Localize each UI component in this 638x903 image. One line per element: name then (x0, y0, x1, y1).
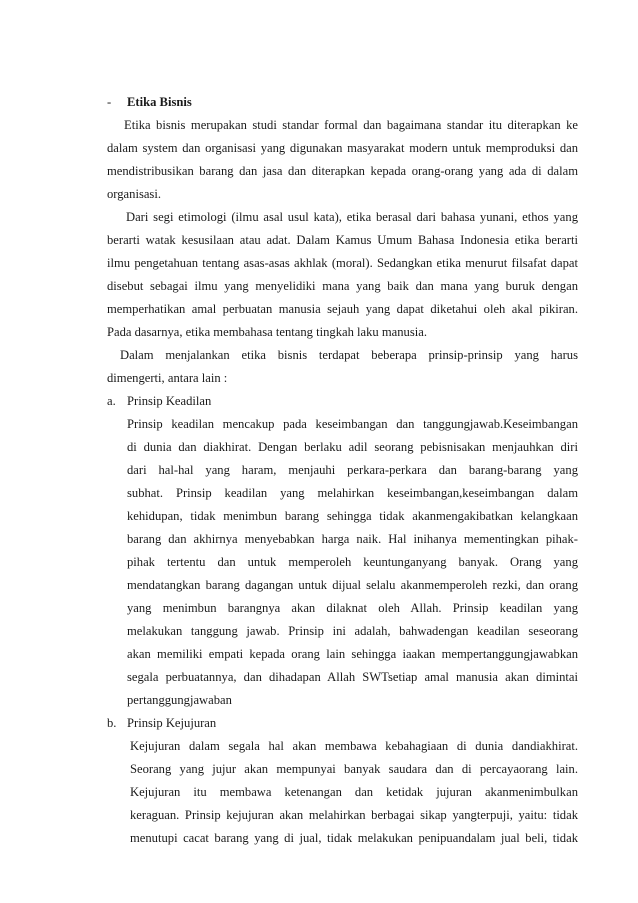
principle-line: yang menimbun barangnya akan dilaknat oleh Allah. Prinsip keadilan yang (127, 601, 578, 615)
list-marker: a. (107, 394, 116, 408)
principle-title: Prinsip Kejujuran (127, 716, 217, 730)
principle-line: keraguan. Prinsip kejujuran akan melahirkan berbagai sikap yangterpuji, yaitu: tidak (130, 808, 578, 822)
principle-line: Seorang yang jujur akan mempunyai banyak saudara dan di percayaorang lain. (130, 762, 578, 776)
principle-line: pihak tertentu dan untuk memperoleh keuntunganyang banyak. Orang yang (127, 555, 578, 569)
paragraph-line: ilmu pengetahuan tentang asas-asas akhlak (moral). Sedangkan etika menurut filsafat dapat (107, 256, 578, 270)
paragraph-line: Dari segi etimologi (ilmu asal usul kata), etika berasal dari bahasa yunani, ethos yang (126, 210, 578, 224)
principle-line: kehidupan, tidak menimbun barang sehingga tidak akanmengakibatkan kelangkaan (127, 509, 578, 523)
principle-line: menutupi cacat barang yang di jual, tidak melakukan penipuandalam jual beli, tidak (130, 831, 578, 845)
principle-line: Kejujuran dalam segala hal akan membawa kebahagiaan di dunia dandiakhirat. (130, 739, 578, 753)
paragraph-line: disebut sebagai ilmu yang menyelidiki mana yang baik dan mana yang buruk dengan (107, 279, 578, 293)
paragraph-line: dimengerti, antara lain : (107, 371, 228, 385)
paragraph-line: dalam system dan organisasi yang digunakan masyarakat modern untuk memproduksi dan (107, 141, 578, 155)
principle-line: subhat. Prinsip keadilan yang melahirkan keseimbangan,keseimbangan dalam (127, 486, 578, 500)
principle-line: segala perbuatannya, dan dihadapan Allah SWTsetiap amal manusia akan dimintai (127, 670, 578, 684)
list-marker: b. (107, 716, 117, 730)
principle-line: mendatangkan barang dagangan untuk dijual selalu akanmemperoleh rezki, dan orang (127, 578, 578, 592)
paragraph-line: mendistribusikan barang dan jasa dan diterapkan kepada orang-orang yang ada di dalam (107, 164, 578, 178)
heading-bullet: - (107, 95, 112, 109)
paragraph-line: berarti watak kesusilaan atau adat. Dalam Kamus Umum Bahasa Indonesia etika berarti (107, 233, 578, 247)
section-heading: Etika Bisnis (127, 95, 192, 109)
principle-line: barang dan akhirnya menyebabkan harga naik. Hal inihanya mementingkan pihak- (127, 532, 578, 546)
paragraph-line: memperhatikan amal perbuatan manusia sejauh yang dapat diketahui oleh akal pikiran. (107, 302, 578, 316)
principle-title: Prinsip Keadilan (127, 394, 212, 408)
principle-line: akan memiliki empati kepada orang lain sehingga iaakan mempertanggungjawabkan (127, 647, 578, 661)
principle-line: dari hal-hal yang haram, menjauhi perkara-perkara dan barang-barang yang (127, 463, 578, 477)
paragraph-line: organisasi. (107, 187, 161, 201)
paragraph-line: Etika bisnis merupakan studi standar formal dan bagaimana standar itu diterapkan ke (124, 118, 578, 132)
principle-line: di dunia dan diakhirat. Dengan berlaku adil seorang pebisnisakan menjauhkan diri (127, 440, 578, 454)
principle-line: Kejujuran itu membawa ketenangan dan ketidak jujuran akanmenimbulkan (130, 785, 578, 799)
principle-line: Prinsip keadilan mencakup pada keseimbangan dan tanggungjawab.Keseimbangan (127, 417, 578, 431)
paragraph-line: Pada dasarnya, etika membahasa tentang tingkah laku manusia. (107, 325, 427, 339)
principle-line: pertanggungjawaban (127, 693, 232, 707)
paragraph-line: Dalam menjalankan etika bisnis terdapat beberapa prinsip-prinsip yang harus (120, 348, 578, 362)
principle-line: melakukan tanggung jawab. Prinsip ini adalah, bahwadengan keadilan seseorang (127, 624, 578, 638)
